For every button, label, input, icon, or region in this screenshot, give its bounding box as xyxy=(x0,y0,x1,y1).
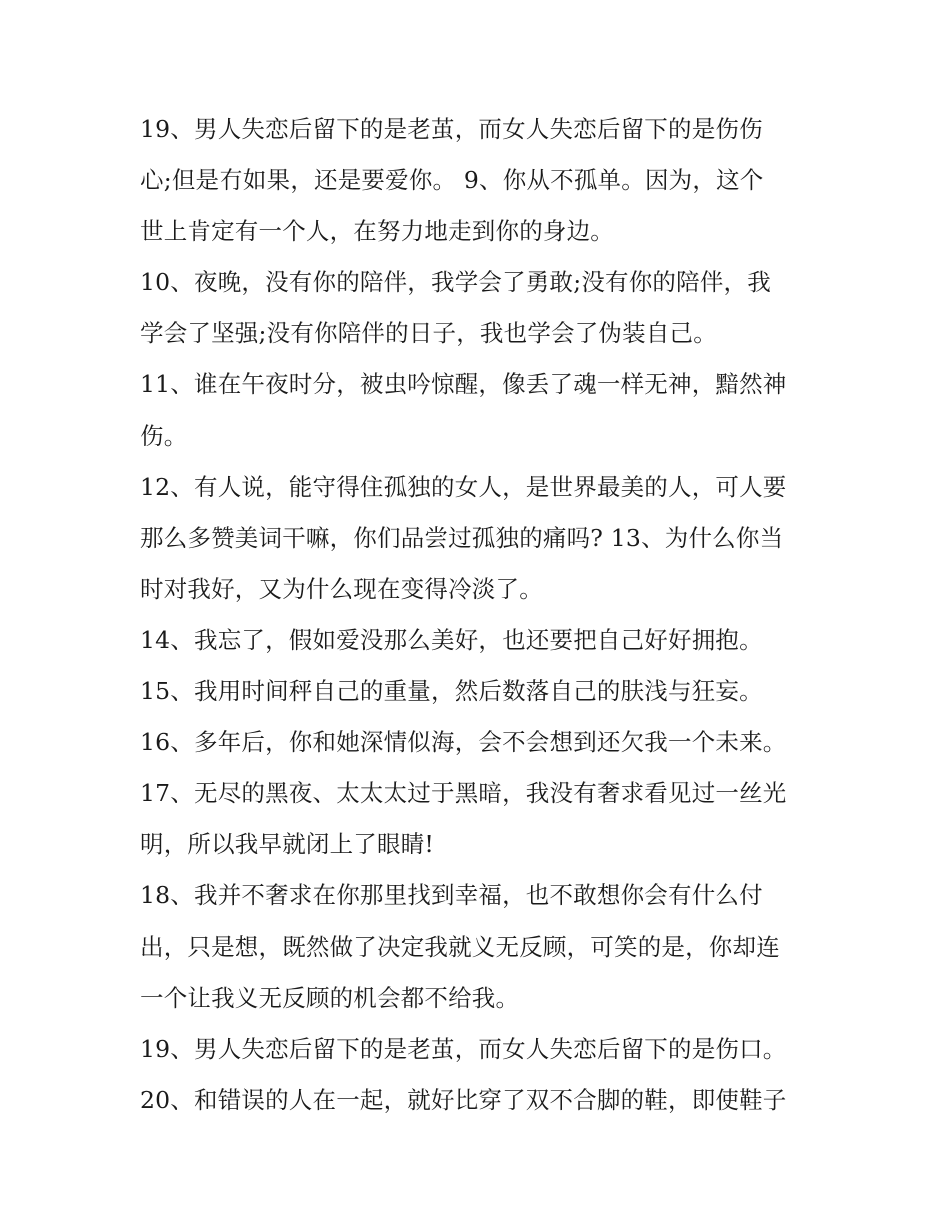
text-line: 那么多赞美词干嘛，你们品尝过孤独的痛吗? 13、为什么你当 xyxy=(140,523,784,552)
text-line: 11、谁在午夜时分，被虫吟惊醒，像丢了魂一样无神，黯然神 xyxy=(140,370,787,399)
text-line: 17、无尽的黑夜、太太太过于黑暗，我没有奢求看见过一丝光 xyxy=(140,779,787,808)
text-line: 20、和错误的人在一起，就好比穿了双不合脚的鞋，即使鞋子 xyxy=(140,1085,787,1114)
text-line: 世上肯定有一个人，在努力地走到你的身边。 xyxy=(140,217,614,246)
document-body xyxy=(140,104,816,1126)
text-line: 明，所以我早就闭上了眼睛! xyxy=(140,830,435,859)
text-line: 出，只是想，既然做了决定我就义无反顾，可笑的是，你却连 xyxy=(140,932,780,961)
text-line: 12、有人说，能守得住孤独的女人，是世界最美的人，可人要 xyxy=(140,472,787,501)
text-line: 15、我用时间秤自己的重量，然后数落自己的肤浅与狂妄。 xyxy=(140,677,763,706)
text-line: 16、多年后，你和她深情似海，会不会想到还欠我一个未来。 xyxy=(140,728,787,757)
text-line: 19、男人失恋后留下的是老茧，而女人失恋后留下的是伤伤 xyxy=(140,115,763,143)
text-line: 时对我好，又为什么现在变得冷淡了。 xyxy=(140,574,543,603)
text-line: 心;但是冇如果，还是要爱你。 9、你从不孤单。因为，这个 xyxy=(140,166,764,195)
text-line: 10、夜晚，没有你的陪伴，我学会了勇敢;没有你的陪伴，我 xyxy=(140,268,771,297)
text-line: 学会了坚强;没有你陪伴的日子，我也学会了伪装自己。 xyxy=(140,319,717,348)
text-line: 18、我并不奢求在你那里找到幸福，也不敢想你会有什么付 xyxy=(140,881,763,910)
text-line: 14、我忘了，假如爱没那么美好，也还要把自己好好拥抱。 xyxy=(140,625,763,654)
text-line: 19、男人失恋后留下的是老茧，而女人失恋后留下的是伤口。 xyxy=(140,1034,787,1063)
text-line: 伤。 xyxy=(140,421,188,450)
text-line: 一个让我义无反顾的机会都不给我。 xyxy=(140,983,520,1012)
